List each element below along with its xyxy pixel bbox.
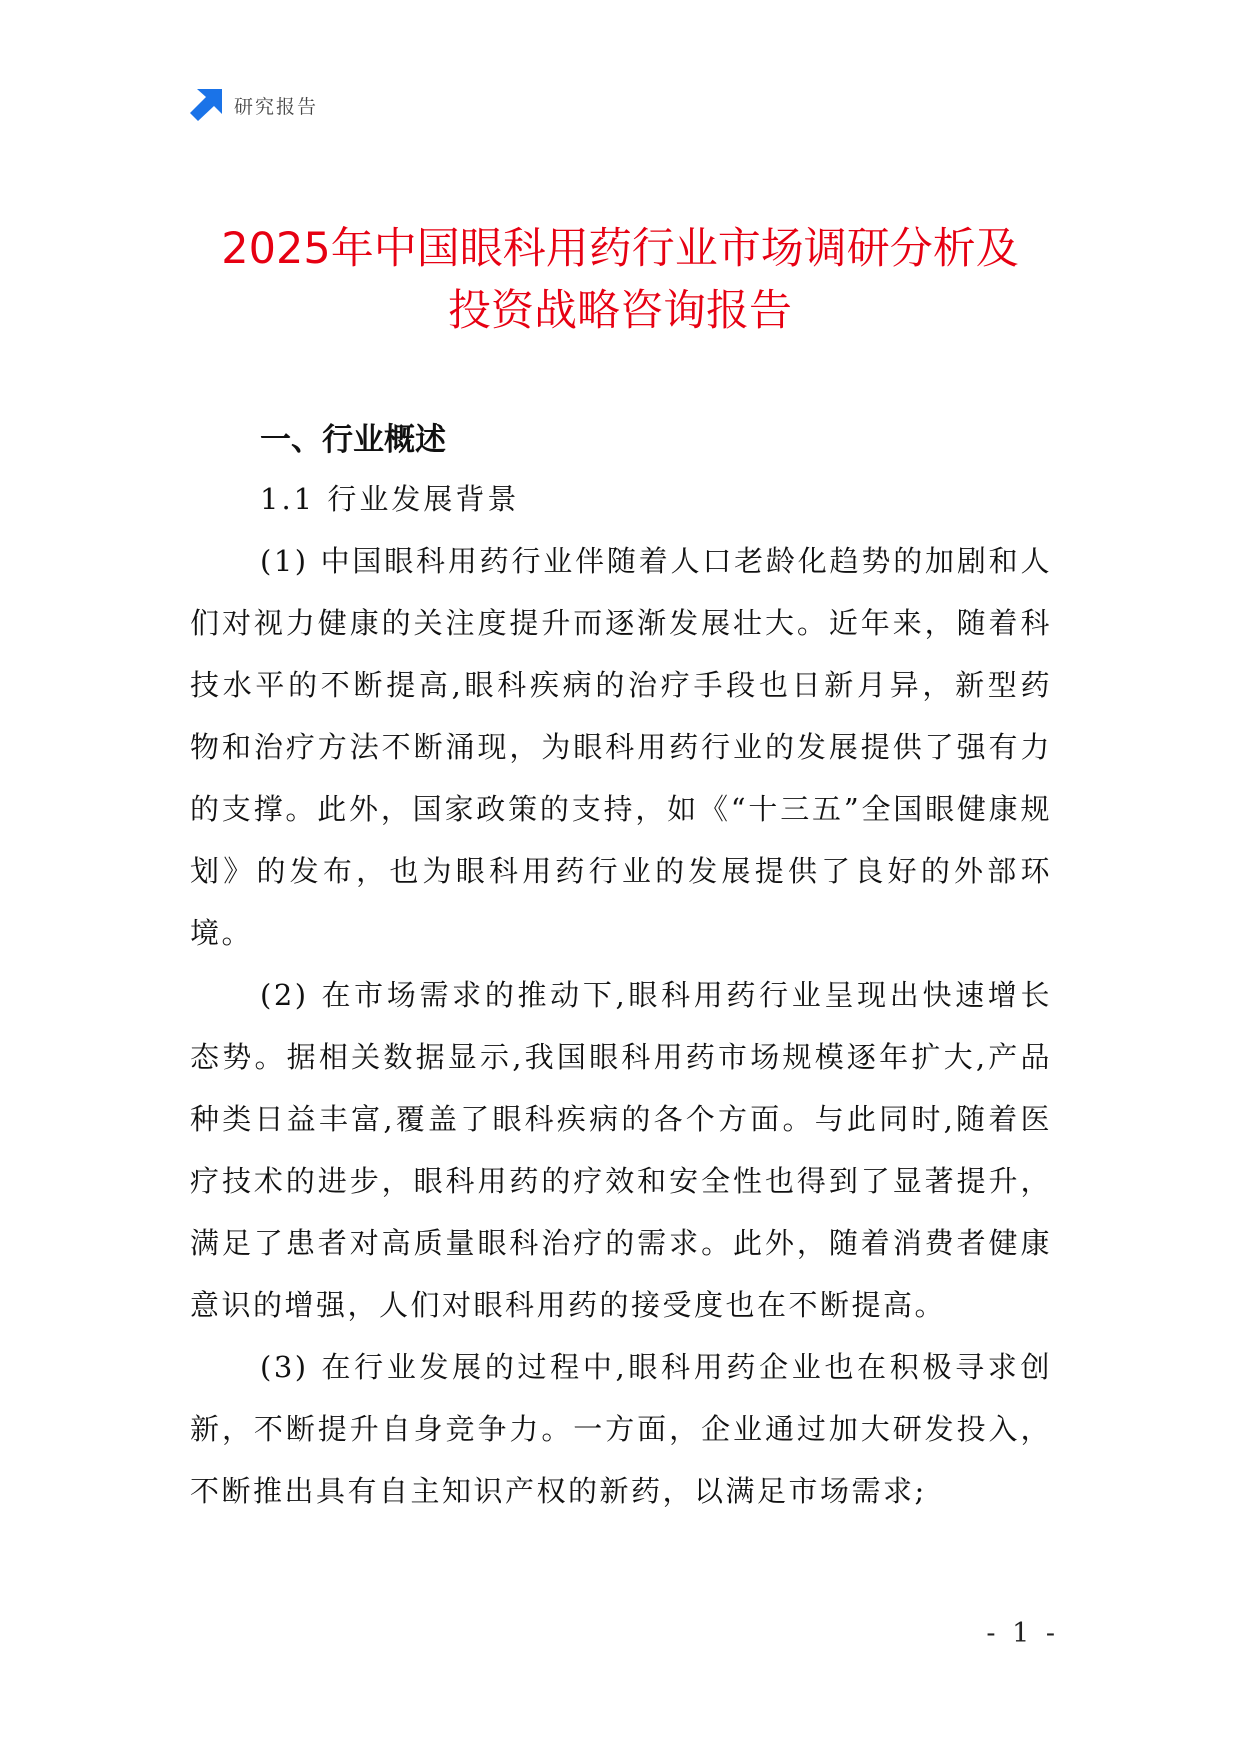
paragraph-1: (1) 中国眼科用药行业伴随着人口老龄化趋势的加剧和人们对视力健康的关注度提升而逐渐发展壮大。近年来，随着科技水平的不断提高,眼科疾病的治疗手段也日新月异，新型药物和治疗方法不断涌现，为眼科用药行业的发展提供了强有力的支撑。此外，国家政策的支持，如《“十三五”全国眼健康规划》的发布，也为眼科用药行业的发展提供了良好的外部环境。 xyxy=(190,544,1052,950)
report-title xyxy=(180,218,1060,342)
page-header xyxy=(190,88,318,122)
title-line-2: 投资战略咨询报告 xyxy=(448,286,792,336)
title-line-1: 2025年中国眼科用药行业市场调研分析及 xyxy=(221,224,1019,274)
header-label: 研究报告 xyxy=(234,95,319,118)
paragraph-2: (2) 在市场需求的推动下,眼科用药行业呈现出快速增长态势。据相关数据显示,我国眼科用药市场规模逐年扩大,产品种类日益丰富,覆盖了眼科疾病的各个方面。与此同时,随着医疗技术的进步，眼科用药的疗效和安全性也得到了显著提升，满足了患者对高质量眼科治疗的需求。此外，随着消费者健康意识的增强，人们对眼科用药的接受度也在不断提高。 xyxy=(190,978,1052,1322)
page-number: - 1 - xyxy=(986,1618,1059,1649)
arrow-up-right-icon xyxy=(190,89,222,121)
report-body xyxy=(190,412,1052,1522)
paragraph-3: (3) 在行业发展的过程中,眼科用药企业也在积极寻求创新，不断提升自身竞争力。一方面，企业通过加大研发投入，不断推出具有自主知识产权的新药，以满足市场需求; xyxy=(190,1350,1052,1508)
section-heading: 一、行业概述 xyxy=(260,422,446,458)
subsection-heading: 1.1 行业发展背景 xyxy=(260,482,520,516)
